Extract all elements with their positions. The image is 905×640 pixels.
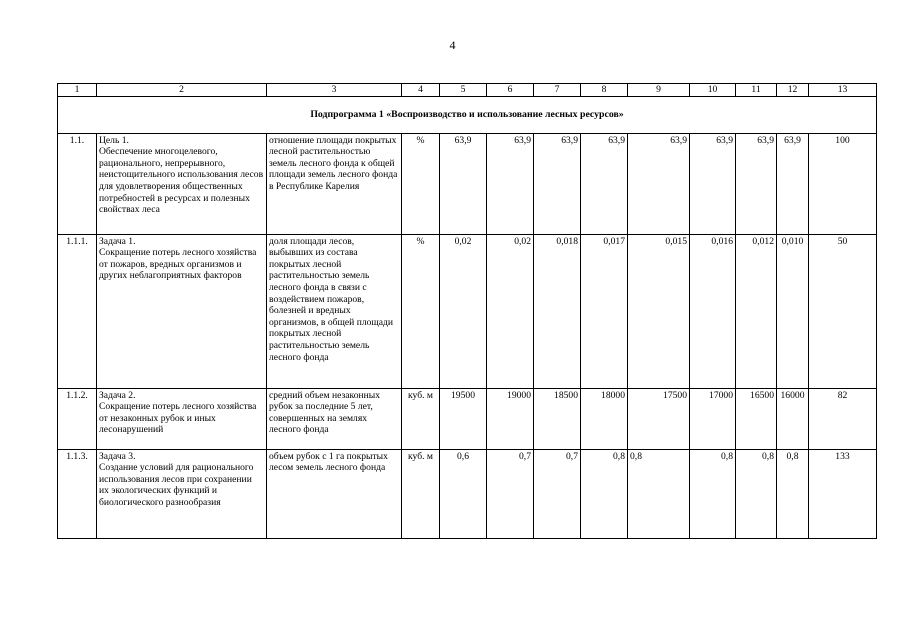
value-cell: 0,02 [440,234,487,388]
indicator-cell: объем рубок с 1 га покрытых лесом земель лесного фонда [267,449,402,538]
indicator-cell: отношение площади покрытых лесной растительностью земель лесного фонда к общей площади земель лесного фонда в Республике Карелия [267,133,402,234]
subprogram-row [58,96,877,133]
value-cell: 19500 [440,388,487,449]
column-header: 13 [809,84,877,97]
column-header: 10 [690,84,736,97]
page-number: 4 [449,38,456,52]
subprogram-title: Подпрограмма 1 «Воспроизводство и использование лесных ресурсов» [58,96,877,133]
unit-cell: куб. м [402,449,440,538]
table-row [58,234,877,388]
value-cell: 63,9 [736,133,777,234]
value-cell: 0,018 [534,234,581,388]
indicator-cell: средний объем незаконных рубок за последние 5 лет, совершенных на землях лесного фонда [267,388,402,449]
row-number: 1.1.3. [58,449,97,538]
column-header: 12 [777,84,809,97]
column-number-row [58,84,877,97]
value-cell: 0,6 [440,449,487,538]
value-cell: 18000 [581,388,628,449]
value-cell: 17000 [690,388,736,449]
row-number: 1.1.2. [58,388,97,449]
value-cell: 0,8 [581,449,628,538]
value-cell: 18500 [534,388,581,449]
value-cell: 63,9 [777,133,809,234]
value-cell: 0,7 [534,449,581,538]
value-cell: 0,8 [736,449,777,538]
column-header: 1 [58,84,97,97]
value-cell: 0,016 [690,234,736,388]
value-cell: 0,012 [736,234,777,388]
goal-cell: Задача 2. Сокращение потерь лесного хозяйства от незаконных рубок и иных лесонарушений [97,388,267,449]
table-row [58,133,877,234]
table-row [58,388,877,449]
value-cell: 16000 [777,388,809,449]
value-cell: 16500 [736,388,777,449]
unit-cell: % [402,133,440,234]
result-cell: 50 [809,234,877,388]
indicators-table [57,83,877,539]
goal-cell: Задача 1. Сокращение потерь лесного хозяйства от пожаров, вредных организмов и других неблагоприятных факторов [97,234,267,388]
unit-cell: куб. м [402,388,440,449]
column-header: 11 [736,84,777,97]
goal-cell: Задача 3. Создание условий для рационального использования лесов при сохранении их экологических функций и биологического разнообразия [97,449,267,538]
indicator-cell: доля площади лесов, выбывших из состава покрытых лесной растительностью земель лесного фонда в связи с воздействием пожаров, болезней и вредных организмов, в общей площади покрытых лесной растительностью земель лесного фонда [267,234,402,388]
value-cell: 0,017 [581,234,628,388]
value-cell: 19000 [487,388,534,449]
goal-cell: Цель 1. Обеспечение многоцелевого, рационального, непрерывного, неистощительного использования лесов для удовлетворения общественных потребностей в ресурсах и полезных свойствах леса [97,133,267,234]
column-header: 8 [581,84,628,97]
value-cell: 17500 [628,388,690,449]
column-header: 3 [267,84,402,97]
column-header: 2 [97,84,267,97]
value-cell: 63,9 [440,133,487,234]
value-cell: 0,8 [690,449,736,538]
column-header: 7 [534,84,581,97]
value-cell: 63,9 [628,133,690,234]
value-cell: 63,9 [534,133,581,234]
row-number: 1.1.1. [58,234,97,388]
value-cell: 0,010 [777,234,809,388]
column-header: 4 [402,84,440,97]
value-cell: 63,9 [690,133,736,234]
value-cell: 0,8 [777,449,809,538]
value-cell: 0,02 [487,234,534,388]
value-cell: 0,015 [628,234,690,388]
result-cell: 133 [809,449,877,538]
row-number: 1.1. [58,133,97,234]
column-header: 6 [487,84,534,97]
value-cell: 0,8 [628,449,690,538]
column-header: 5 [440,84,487,97]
table-row [58,449,877,538]
value-cell: 63,9 [581,133,628,234]
value-cell: 63,9 [487,133,534,234]
unit-cell: % [402,234,440,388]
result-cell: 82 [809,388,877,449]
result-cell: 100 [809,133,877,234]
column-header: 9 [628,84,690,97]
value-cell: 0,7 [487,449,534,538]
